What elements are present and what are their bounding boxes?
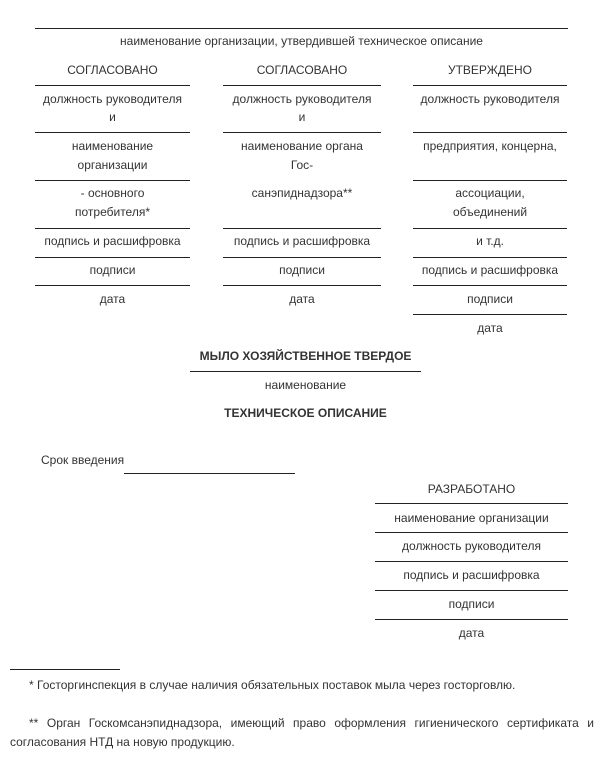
field-line [223, 132, 381, 133]
field-caption: должность руководителя [420, 92, 560, 106]
field-line [413, 85, 567, 86]
field-caption: подпись и расшифровка [421, 263, 559, 277]
field-line [223, 257, 381, 258]
field-line [375, 619, 568, 620]
top-rule [35, 28, 568, 29]
field-caption: - основного [80, 186, 145, 200]
field-caption: предприятия, концерна, [423, 139, 557, 153]
field-caption: должность руководителя [402, 539, 541, 553]
field-caption: должность руководителя [232, 92, 372, 106]
effective-date-label: Срок введения [41, 453, 125, 467]
product-name-caption: наименование [264, 378, 347, 392]
field-line [413, 132, 567, 133]
field-line [35, 257, 190, 258]
field-caption: должность руководителя [43, 92, 182, 106]
field-caption: объединений [452, 205, 528, 219]
field-caption: Гос- [290, 158, 314, 172]
product-name-line [190, 371, 421, 372]
product-name: МЫЛО ХОЗЯЙСТВЕННОЕ ТВЕРДОЕ [199, 349, 412, 363]
field-caption: подписи [279, 263, 325, 277]
field-line [223, 285, 381, 286]
field-caption: подписи [467, 292, 513, 306]
field-caption: санэпиднадзора** [251, 186, 353, 200]
field-caption: подпись и расшифровка [233, 234, 371, 248]
field-caption: и [109, 110, 116, 124]
field-line [35, 85, 190, 86]
field-line [375, 590, 568, 591]
field-caption: и т.д. [476, 234, 504, 248]
field-caption: ассоциации, [455, 186, 525, 200]
field-line [413, 228, 567, 229]
field-line [413, 285, 567, 286]
field-caption: организации [77, 158, 148, 172]
field-line [375, 561, 568, 562]
footnote-2-line-1: ** Орган Госкомсанэпиднадзора, имеющий право оформления гигиенического сертификата и [29, 716, 594, 730]
field-caption: наименование [71, 139, 154, 153]
field-line [413, 257, 567, 258]
field-line [413, 180, 567, 181]
field-line [35, 132, 190, 133]
field-line [223, 228, 381, 229]
column-heading: СОГЛАСОВАНО [67, 63, 158, 77]
field-caption: наименование органа [241, 139, 363, 153]
field-caption: подпись и расшифровка [44, 234, 181, 248]
effective-date-line [124, 473, 295, 474]
field-line [35, 228, 190, 229]
column-heading: УТВЕРЖДЕНО [447, 63, 533, 77]
footnote-2-line-2: согласования НТД на новую продукцию. [10, 735, 235, 749]
field-caption: дата [99, 292, 126, 306]
field-caption: дата [458, 626, 485, 640]
footnote-separator [10, 669, 120, 670]
field-caption: подписи [448, 597, 495, 611]
field-caption: подписи [89, 263, 136, 277]
field-line [223, 85, 381, 86]
column-heading: СОГЛАСОВАНО [256, 63, 348, 77]
field-caption: подпись и расшифровка [403, 568, 540, 582]
field-caption: дата [477, 321, 503, 335]
field-line [35, 180, 190, 181]
field-line [375, 532, 568, 533]
field-caption: потребителя* [75, 205, 150, 219]
field-caption: наименование организации [394, 511, 549, 525]
field-line [413, 314, 567, 315]
field-caption: дата [289, 292, 315, 306]
field-caption: и [298, 110, 306, 124]
field-line [35, 285, 190, 286]
field-line [375, 503, 568, 504]
document-type-title: ТЕХНИЧЕСКОЕ ОПИСАНИЕ [224, 406, 387, 420]
developed-heading: РАЗРАБОТАНО [427, 482, 516, 496]
approving-org-caption: наименование организации, утвердившей техническое описание [120, 34, 483, 48]
footnote-1: * Госторгинспекция в случае наличия обязательных поставок мыла через госторговлю. [29, 678, 516, 692]
